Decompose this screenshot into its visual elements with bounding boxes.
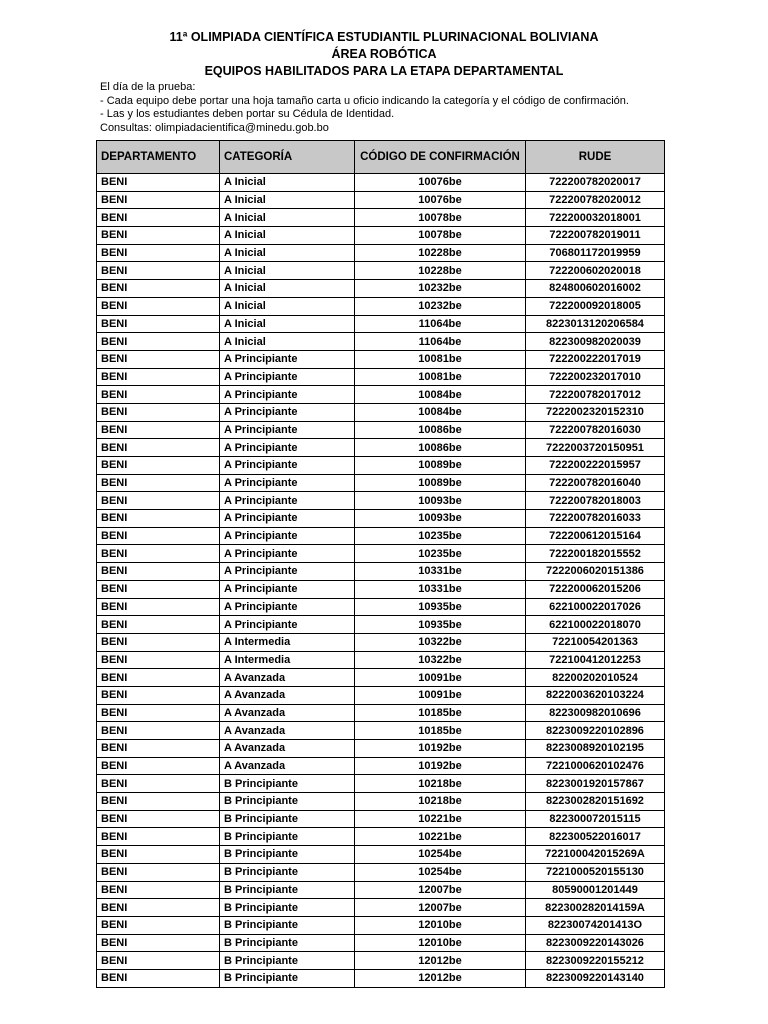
codigo-cell: 10093be xyxy=(355,510,526,528)
document-title: 11ª OLIMPIADA CIENTÍFICA ESTUDIANTIL PLURINACIONAL BOLIVIANA xyxy=(169,30,599,44)
categoria-cell: A Principiante xyxy=(220,545,355,563)
table-row xyxy=(97,722,665,740)
rude-cell: 722200062015206 xyxy=(526,580,665,598)
codigo-cell: 10076be xyxy=(355,191,526,209)
departamento-cell: BENI xyxy=(97,810,220,828)
table-row xyxy=(97,686,665,704)
categoria-cell: A Intermedia xyxy=(220,633,355,651)
departamento-cell: BENI xyxy=(97,209,220,227)
table-row xyxy=(97,651,665,669)
table-row xyxy=(97,598,665,616)
codigo-cell: 10331be xyxy=(355,563,526,581)
codigo-cell: 10078be xyxy=(355,227,526,245)
table-row xyxy=(97,280,665,298)
instruction-item: - Las y los estudiantes deben portar su Cédula de Identidad. xyxy=(100,108,395,120)
categoria-cell: A Principiante xyxy=(220,350,355,368)
rude-cell: 722200222015957 xyxy=(526,457,665,475)
codigo-cell: 12012be xyxy=(355,952,526,970)
departamento-cell: BENI xyxy=(97,315,220,333)
departamento-cell: BENI xyxy=(97,633,220,651)
table-row xyxy=(97,421,665,439)
categoria-cell: A Avanzada xyxy=(220,704,355,722)
contact-line: Consultas: olimpiadacientifica@minedu.gob.bo xyxy=(100,121,329,134)
codigo-cell: 12007be xyxy=(355,899,526,917)
codigo-cell: 10254be xyxy=(355,863,526,881)
codigo-cell: 12012be xyxy=(355,969,526,987)
categoria-cell: A Avanzada xyxy=(220,722,355,740)
codigo-cell: 10235be xyxy=(355,545,526,563)
departamento-cell: BENI xyxy=(97,439,220,457)
rude-cell: 722200182015552 xyxy=(526,545,665,563)
table-row xyxy=(97,757,665,775)
codigo-cell: 10254be xyxy=(355,846,526,864)
codigo-cell: 10093be xyxy=(355,492,526,510)
codigo-cell: 10228be xyxy=(355,244,526,262)
rude-cell: 722200232017010 xyxy=(526,368,665,386)
area-title: ÁREA ROBÓTICA xyxy=(331,47,437,61)
departamento-cell: BENI xyxy=(97,686,220,704)
categoria-cell: A Inicial xyxy=(220,297,355,315)
categoria-cell: A Inicial xyxy=(220,227,355,245)
table-row xyxy=(97,386,665,404)
categoria-cell: A Inicial xyxy=(220,209,355,227)
categoria-cell: A Inicial xyxy=(220,174,355,192)
codigo-cell: 10086be xyxy=(355,421,526,439)
departamento-cell: BENI xyxy=(97,474,220,492)
rude-cell: 82230074201413O xyxy=(526,916,665,934)
categoria-cell: B Principiante xyxy=(220,969,355,987)
table-row xyxy=(97,916,665,934)
departamento-cell: BENI xyxy=(97,828,220,846)
departamento-cell: BENI xyxy=(97,492,220,510)
departamento-cell: BENI xyxy=(97,244,220,262)
codigo-cell: 10218be xyxy=(355,775,526,793)
table-row xyxy=(97,828,665,846)
document-header xyxy=(0,29,768,80)
departamento-cell: BENI xyxy=(97,881,220,899)
codigo-cell: 12010be xyxy=(355,916,526,934)
rude-cell: 80590001201449 xyxy=(526,881,665,899)
departamento-cell: BENI xyxy=(97,863,220,881)
codigo-cell: 10086be xyxy=(355,439,526,457)
table-row xyxy=(97,704,665,722)
categoria-cell: A Avanzada xyxy=(220,740,355,758)
rude-cell: 722200782016030 xyxy=(526,421,665,439)
departamento-cell: BENI xyxy=(97,775,220,793)
table-row xyxy=(97,545,665,563)
categoria-cell: A Inicial xyxy=(220,191,355,209)
departamento-cell: BENI xyxy=(97,757,220,775)
departamento-cell: BENI xyxy=(97,227,220,245)
departamento-cell: BENI xyxy=(97,793,220,811)
rude-cell: 722100042015269A xyxy=(526,846,665,864)
table-row xyxy=(97,439,665,457)
codigo-cell: 10935be xyxy=(355,598,526,616)
rude-cell: 722200782020017 xyxy=(526,174,665,192)
codigo-cell: 11064be xyxy=(355,333,526,351)
rude-cell: 622100022017026 xyxy=(526,598,665,616)
rude-cell: 622100022018070 xyxy=(526,616,665,634)
departamento-cell: BENI xyxy=(97,616,220,634)
rude-cell: 722200612015164 xyxy=(526,527,665,545)
departamento-cell: BENI xyxy=(97,545,220,563)
codigo-cell: 10232be xyxy=(355,280,526,298)
rude-cell: 8223001920157867 xyxy=(526,775,665,793)
codigo-cell: 12010be xyxy=(355,934,526,952)
categoria-cell: A Principiante xyxy=(220,563,355,581)
table-row xyxy=(97,952,665,970)
codigo-cell: 10185be xyxy=(355,704,526,722)
codigo-cell: 10221be xyxy=(355,810,526,828)
column-header-rude: RUDE xyxy=(526,141,665,174)
rude-cell: 8222003620103224 xyxy=(526,686,665,704)
codigo-cell: 10331be xyxy=(355,580,526,598)
departamento-cell: BENI xyxy=(97,740,220,758)
departamento-cell: BENI xyxy=(97,722,220,740)
codigo-cell: 10322be xyxy=(355,633,526,651)
table-row xyxy=(97,527,665,545)
categoria-cell: A Inicial xyxy=(220,262,355,280)
rude-cell: 722200782017012 xyxy=(526,386,665,404)
rude-cell: 722200032018001 xyxy=(526,209,665,227)
rude-cell: 722200782016033 xyxy=(526,510,665,528)
departamento-cell: BENI xyxy=(97,669,220,687)
rude-cell: 7222006020151386 xyxy=(526,563,665,581)
table-row xyxy=(97,616,665,634)
rude-cell: 8223009220143140 xyxy=(526,969,665,987)
table-row xyxy=(97,846,665,864)
rude-cell: 722200782020012 xyxy=(526,191,665,209)
categoria-cell: A Principiante xyxy=(220,368,355,386)
rude-cell: 722200782016040 xyxy=(526,474,665,492)
departamento-cell: BENI xyxy=(97,580,220,598)
codigo-cell: 10218be xyxy=(355,793,526,811)
codigo-cell: 10078be xyxy=(355,209,526,227)
rude-cell: 822300072015115 xyxy=(526,810,665,828)
departamento-cell: BENI xyxy=(97,191,220,209)
codigo-cell: 10081be xyxy=(355,368,526,386)
table-row xyxy=(97,474,665,492)
departamento-cell: BENI xyxy=(97,527,220,545)
departamento-cell: BENI xyxy=(97,350,220,368)
codigo-cell: 10076be xyxy=(355,174,526,192)
categoria-cell: B Principiante xyxy=(220,899,355,917)
departamento-cell: BENI xyxy=(97,916,220,934)
categoria-cell: A Principiante xyxy=(220,580,355,598)
departamento-cell: BENI xyxy=(97,934,220,952)
departamento-cell: BENI xyxy=(97,368,220,386)
table-row xyxy=(97,333,665,351)
departamento-cell: BENI xyxy=(97,969,220,987)
column-header-categoria: CATEGORÍA xyxy=(220,141,355,174)
table-row xyxy=(97,403,665,421)
rude-cell: 82200202010524 xyxy=(526,669,665,687)
rude-cell: 722200782018003 xyxy=(526,492,665,510)
table-row xyxy=(97,563,665,581)
table-header-row xyxy=(97,141,665,174)
categoria-cell: A Principiante xyxy=(220,421,355,439)
categoria-cell: B Principiante xyxy=(220,846,355,864)
rude-cell: 822300982010696 xyxy=(526,704,665,722)
departamento-cell: BENI xyxy=(97,704,220,722)
categoria-cell: A Principiante xyxy=(220,598,355,616)
categoria-cell: B Principiante xyxy=(220,810,355,828)
departamento-cell: BENI xyxy=(97,421,220,439)
departamento-cell: BENI xyxy=(97,899,220,917)
rude-cell: 7221000620102476 xyxy=(526,757,665,775)
table-row xyxy=(97,262,665,280)
rude-cell: 722200602020018 xyxy=(526,262,665,280)
departamento-cell: BENI xyxy=(97,386,220,404)
rude-cell: 706801172019959 xyxy=(526,244,665,262)
categoria-cell: B Principiante xyxy=(220,881,355,899)
categoria-cell: A Inicial xyxy=(220,280,355,298)
codigo-cell: 10084be xyxy=(355,403,526,421)
categoria-cell: A Inicial xyxy=(220,244,355,262)
categoria-cell: B Principiante xyxy=(220,775,355,793)
departamento-cell: BENI xyxy=(97,598,220,616)
departamento-cell: BENI xyxy=(97,563,220,581)
table-row xyxy=(97,899,665,917)
categoria-cell: A Avanzada xyxy=(220,669,355,687)
rude-cell: 8223013120206584 xyxy=(526,315,665,333)
codigo-cell: 10322be xyxy=(355,651,526,669)
codigo-cell: 10228be xyxy=(355,262,526,280)
table-row xyxy=(97,244,665,262)
departamento-cell: BENI xyxy=(97,952,220,970)
categoria-cell: A Principiante xyxy=(220,386,355,404)
table-row xyxy=(97,510,665,528)
codigo-cell: 10232be xyxy=(355,297,526,315)
rude-cell: 8223002820151692 xyxy=(526,793,665,811)
codigo-cell: 10185be xyxy=(355,722,526,740)
categoria-cell: A Inicial xyxy=(220,315,355,333)
departamento-cell: BENI xyxy=(97,174,220,192)
column-header-codigo: CÓDIGO DE CONFIRMACIÓN xyxy=(355,141,526,174)
categoria-cell: B Principiante xyxy=(220,952,355,970)
table-row xyxy=(97,793,665,811)
list-title: EQUIPOS HABILITADOS PARA LA ETAPA DEPARTAMENTAL xyxy=(204,64,564,78)
teams-table xyxy=(96,140,665,988)
categoria-cell: B Principiante xyxy=(220,828,355,846)
table-row xyxy=(97,669,665,687)
codigo-cell: 10935be xyxy=(355,616,526,634)
departamento-cell: BENI xyxy=(97,333,220,351)
categoria-cell: A Avanzada xyxy=(220,686,355,704)
instruction-item: - Cada equipo debe portar una hoja tamaño carta u oficio indicando la categoría y el código de confirmación. xyxy=(100,94,629,107)
departamento-cell: BENI xyxy=(97,651,220,669)
table-row xyxy=(97,863,665,881)
categoria-cell: A Intermedia xyxy=(220,651,355,669)
rude-cell: 7222002320152310 xyxy=(526,403,665,421)
categoria-cell: B Principiante xyxy=(220,863,355,881)
rude-cell: 8223008920102195 xyxy=(526,740,665,758)
categoria-cell: A Inicial xyxy=(220,333,355,351)
rude-cell: 8223009220143026 xyxy=(526,934,665,952)
codigo-cell: 12007be xyxy=(355,881,526,899)
codigo-cell: 10089be xyxy=(355,474,526,492)
codigo-cell: 10089be xyxy=(355,457,526,475)
codigo-cell: 11064be xyxy=(355,315,526,333)
instructions-block xyxy=(100,81,629,135)
categoria-cell: A Principiante xyxy=(220,616,355,634)
codigo-cell: 10192be xyxy=(355,740,526,758)
codigo-cell: 10192be xyxy=(355,757,526,775)
table-row xyxy=(97,227,665,245)
codigo-cell: 10091be xyxy=(355,669,526,687)
rude-cell: 824800602016002 xyxy=(526,280,665,298)
table-row xyxy=(97,633,665,651)
categoria-cell: A Principiante xyxy=(220,457,355,475)
categoria-cell: A Principiante xyxy=(220,439,355,457)
rude-cell: 7221000520155130 xyxy=(526,863,665,881)
rude-cell: 722200092018005 xyxy=(526,297,665,315)
rude-cell: 722200782019011 xyxy=(526,227,665,245)
table-row xyxy=(97,174,665,192)
rude-cell: 722200222017019 xyxy=(526,350,665,368)
rude-cell: 72210054201363 xyxy=(526,633,665,651)
codigo-cell: 10081be xyxy=(355,350,526,368)
categoria-cell: A Principiante xyxy=(220,510,355,528)
table-row xyxy=(97,350,665,368)
categoria-cell: A Principiante xyxy=(220,474,355,492)
rude-cell: 822300982020039 xyxy=(526,333,665,351)
codigo-cell: 10084be xyxy=(355,386,526,404)
column-header-departamento: DEPARTAMENTO xyxy=(97,141,220,174)
table-row xyxy=(97,881,665,899)
table-row xyxy=(97,810,665,828)
rude-cell: 8223009220155212 xyxy=(526,952,665,970)
codigo-cell: 10221be xyxy=(355,828,526,846)
table-row xyxy=(97,775,665,793)
departamento-cell: BENI xyxy=(97,297,220,315)
table-row xyxy=(97,315,665,333)
table-row xyxy=(97,492,665,510)
rude-cell: 722100412012253 xyxy=(526,651,665,669)
categoria-cell: A Principiante xyxy=(220,492,355,510)
departamento-cell: BENI xyxy=(97,846,220,864)
categoria-cell: A Principiante xyxy=(220,403,355,421)
departamento-cell: BENI xyxy=(97,262,220,280)
table-row xyxy=(97,209,665,227)
table-row xyxy=(97,191,665,209)
table-row xyxy=(97,969,665,987)
categoria-cell: B Principiante xyxy=(220,793,355,811)
table-row xyxy=(97,457,665,475)
departamento-cell: BENI xyxy=(97,457,220,475)
table-row xyxy=(97,297,665,315)
departamento-cell: BENI xyxy=(97,403,220,421)
departamento-cell: BENI xyxy=(97,510,220,528)
table-row xyxy=(97,740,665,758)
rude-cell: 8223009220102896 xyxy=(526,722,665,740)
table-row xyxy=(97,580,665,598)
departamento-cell: BENI xyxy=(97,280,220,298)
codigo-cell: 10091be xyxy=(355,686,526,704)
categoria-cell: A Avanzada xyxy=(220,757,355,775)
categoria-cell: A Principiante xyxy=(220,527,355,545)
codigo-cell: 10235be xyxy=(355,527,526,545)
categoria-cell: B Principiante xyxy=(220,916,355,934)
rude-cell: 822300522016017 xyxy=(526,828,665,846)
rude-cell: 822300282014159A xyxy=(526,899,665,917)
table-row xyxy=(97,368,665,386)
instructions-heading: El día de la prueba: xyxy=(100,81,196,93)
table-row xyxy=(97,934,665,952)
rude-cell: 7222003720150951 xyxy=(526,439,665,457)
categoria-cell: B Principiante xyxy=(220,934,355,952)
